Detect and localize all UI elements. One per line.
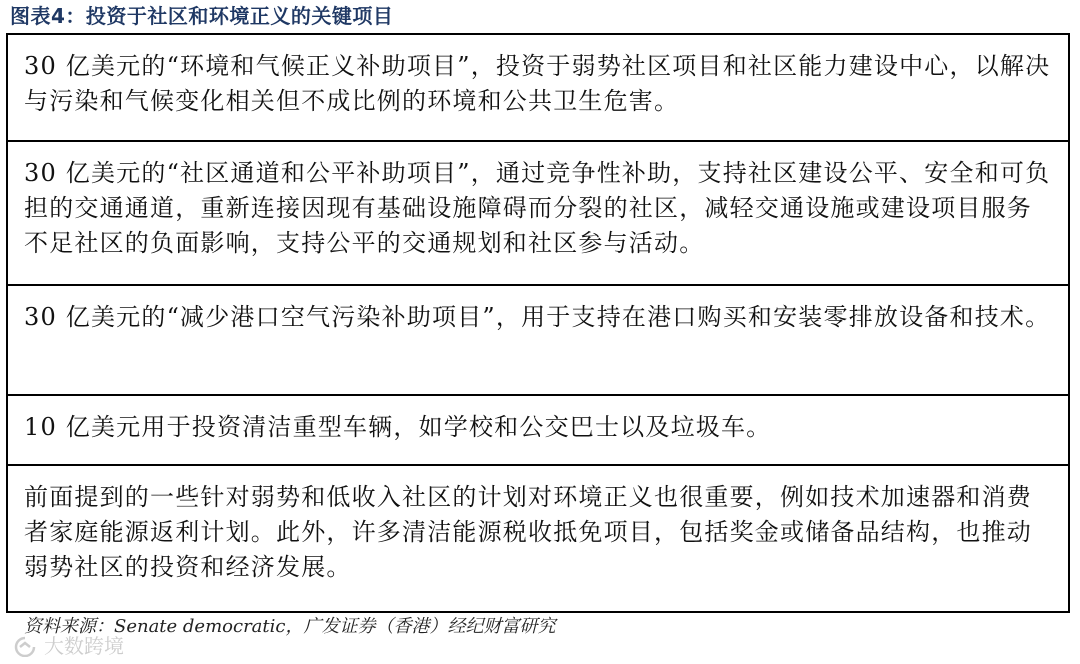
- table-row: 10 亿美元用于投资清洁重型车辆，如学校和公交巴士以及垃圾车。: [8, 394, 1068, 464]
- table-row: 30 亿美元的“环境和气候正义补助项目”，投资于弱势社区项目和社区能力建设中心，以解决与污染和气候变化相关但不成比例的环境和公共卫生危害。: [24, 52, 1051, 115]
- key-projects-table: [6, 33, 1070, 613]
- figure-title: 图表4：投资于社区和环境正义的关键项目: [10, 4, 394, 28]
- watermark: [12, 632, 124, 660]
- table-row: 30 亿美元的“社区通道和公平补助项目”，通过竞争性补助，支持社区建设公平、安全和可负担的交通通道，重新连接因现有基础设施障碍而分裂的社区，减轻交通设施或建设项目服务不足社区的负面影响，支持公平的交通规划和社区参与活动。: [8, 140, 1068, 284]
- watermark-text: 大数跨境: [44, 634, 124, 658]
- table-row: 前面提到的一些针对弱势和低收入社区的计划对环境正义也很重要，例如技术加速器和消费者家庭能源返利计划。此外，许多清洁能源税收抵免项目，包括奖金或储备品结构，也推动弱势社区的投资和经济发展。: [8, 464, 1068, 611]
- source-note: 资料来源：Senate democratic，广发证券（香港）经纪财富研究: [24, 616, 556, 637]
- watermark-logo-icon: [12, 635, 38, 657]
- table-row: 30 亿美元的“减少港口空气污染补助项目”，用于支持在港口购买和安装零排放设备和技术。: [8, 284, 1068, 394]
